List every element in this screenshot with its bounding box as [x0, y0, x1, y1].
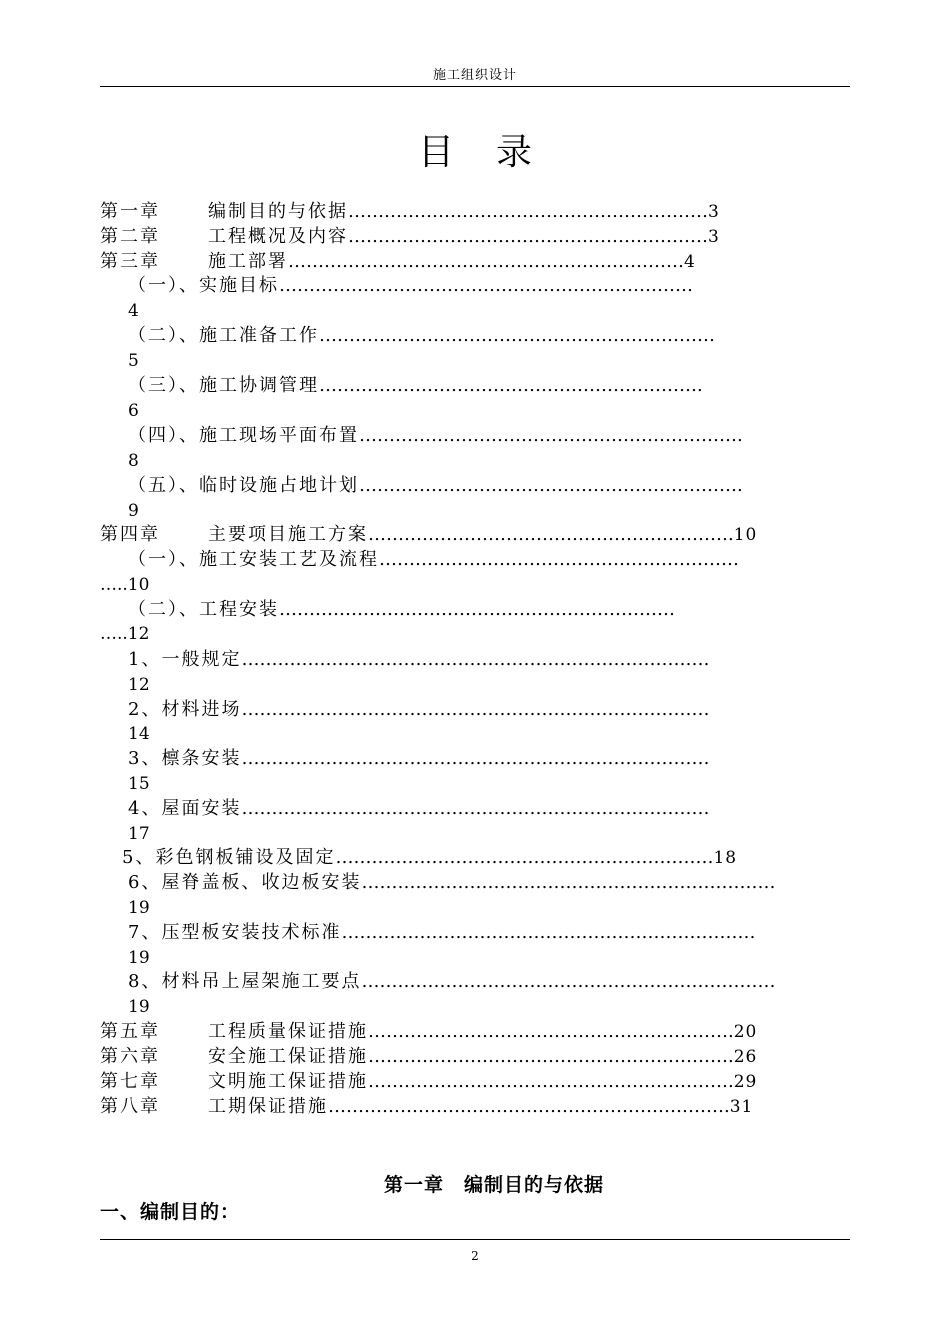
toc-page-number: 20 — [733, 1022, 758, 1042]
toc-leader-dots: ……………………………………………………. — [368, 524, 734, 545]
toc-leader-dots: ………………………………………………………. — [319, 375, 703, 396]
toc-page-number: …..10 — [100, 575, 150, 595]
toc-leader-dots: …………………………………………………………………… — [241, 748, 710, 769]
toc-entry[interactable] — [128, 921, 850, 945]
toc-page-number: 12 — [128, 675, 150, 695]
toc-chapter-label: 第六章 — [100, 1046, 160, 1067]
toc-page-number: 29 — [733, 1072, 758, 1092]
section-subheading: 一、编制目的： — [100, 1201, 241, 1223]
toc-leader-dots: ……………………………………………………… — [335, 847, 714, 868]
toc-page-number: 6 — [128, 401, 139, 421]
toc-entry-text: （二）、施工准备工作 — [128, 325, 319, 346]
toc-entry[interactable] — [128, 598, 850, 622]
toc-chapter-label: 第四章 — [100, 524, 160, 545]
toc-leader-dots: ………………………………………………………… — [288, 251, 684, 272]
toc-entry-text: 文明施工保证措施 — [208, 1071, 368, 1092]
toc-entry[interactable] — [128, 970, 850, 994]
toc-leader-dots: ……………………………………………………. — [368, 1021, 734, 1042]
toc-leader-dots: …………………………………………………………… — [361, 872, 776, 893]
toc-entry[interactable] — [128, 424, 850, 448]
toc-page-number: 19 — [128, 997, 150, 1017]
toc-leader-dots: ………………………………………………………… — [279, 599, 675, 620]
toc-entry-text: 4、屋面安装 — [128, 798, 242, 819]
toc-page-number: 19 — [128, 948, 150, 968]
toc-page-number: 5 — [128, 351, 139, 371]
toc-leader-dots: ………………………………………………………… — [319, 325, 715, 346]
toc-entry[interactable] — [128, 747, 850, 771]
toc-entry[interactable] — [128, 274, 850, 298]
footer-rule — [100, 1239, 850, 1240]
toc-chapter-label: 第三章 — [100, 251, 160, 272]
toc-entry[interactable] — [128, 324, 850, 348]
toc-entry[interactable] — [100, 200, 850, 224]
toc-entry-text: 3、檩条安装 — [128, 748, 242, 769]
toc-entry-text: 安全施工保证措施 — [208, 1046, 368, 1067]
toc-entry[interactable] — [100, 225, 850, 249]
toc-leader-dots: …………………………………………………… — [379, 549, 739, 570]
toc-entry-text: （三）、施工协调管理 — [128, 375, 319, 396]
toc-page-number: 19 — [128, 898, 150, 918]
toc-page-number: 18 — [713, 848, 738, 868]
toc-leader-dots: …………………………………………………………………… — [241, 798, 710, 819]
toc-title: 目录 — [417, 132, 574, 173]
toc-entry-text: （五）、临时设施占地计划 — [128, 475, 359, 496]
toc-chapter-label: 第五章 — [100, 1021, 160, 1042]
toc-page-number: 14 — [128, 724, 150, 744]
header-rule — [100, 86, 850, 87]
toc-entry[interactable] — [128, 374, 850, 398]
toc-page-number: 26 — [733, 1047, 758, 1067]
toc-entry-text: 工期保证措施 — [208, 1096, 328, 1117]
toc-entry-text: 2、材料进场 — [128, 699, 242, 720]
toc-entry-text: 1、一般规定 — [128, 649, 242, 670]
toc-entry-text: 5、彩色钢板铺设及固定 — [122, 847, 336, 868]
toc-page-number: 9 — [128, 501, 139, 521]
toc-leader-dots: …………………………………………………………………… — [241, 699, 710, 720]
toc-entry[interactable] — [128, 648, 850, 672]
toc-entry[interactable] — [100, 523, 850, 547]
toc-entry[interactable] — [128, 474, 850, 498]
toc-page-number: …..12 — [100, 624, 150, 644]
toc-entry-text: （四）、施工现场平面布置 — [128, 425, 359, 446]
toc-entry-text: 8、材料吊上屋架施工要点 — [128, 971, 362, 992]
toc-entry-text: 工程质量保证措施 — [208, 1021, 368, 1042]
toc-leader-dots: ……………………………………………………. — [368, 1071, 734, 1092]
toc-entry[interactable] — [100, 1095, 850, 1119]
page-number: 2 — [471, 1249, 479, 1263]
toc-entry[interactable] — [128, 548, 850, 572]
toc-page-number: 10 — [733, 525, 758, 545]
toc-entry-text: （一）、实施目标 — [128, 275, 279, 296]
toc-page-number: 31 — [729, 1097, 754, 1117]
toc-entry[interactable] — [100, 1045, 850, 1069]
toc-leader-dots: …………………………………………………………………… — [241, 649, 710, 670]
running-header: 施工组织设计 — [432, 68, 517, 83]
toc-page-number: 8 — [128, 451, 139, 471]
toc-entry[interactable] — [128, 797, 850, 821]
toc-entry[interactable] — [128, 871, 850, 895]
toc-entry[interactable] — [128, 698, 850, 722]
toc-leader-dots: ………………………………………………………. — [359, 425, 743, 446]
toc-leader-dots: …………………………………………………… — [348, 226, 708, 247]
toc-chapter-label: 第八章 — [100, 1096, 160, 1117]
chapter-heading: 第一章 编制目的与依据 — [384, 1174, 605, 1196]
toc-entry-text: 7、压型板安装技术标准 — [128, 922, 342, 943]
toc-entry[interactable] — [100, 1020, 850, 1044]
toc-chapter-label: 第七章 — [100, 1071, 160, 1092]
toc-entry-text: 6、屋脊盖板、收边板安装 — [128, 872, 362, 893]
toc-page-number: 3 — [708, 202, 720, 222]
toc-entry-text: 工程概况及内容 — [208, 226, 348, 247]
toc-leader-dots: …………………………………………………………. — [328, 1096, 730, 1117]
toc-entry-text: 主要项目施工方案 — [208, 524, 368, 545]
toc-page-number: 17 — [128, 824, 150, 844]
toc-leader-dots: ……………………………………………………. — [368, 1046, 734, 1067]
toc-page-number: 4 — [684, 252, 696, 272]
toc-entry-text: 编制目的与依据 — [208, 201, 348, 222]
toc-leader-dots: …………………………………………………………… — [361, 971, 776, 992]
toc-page-number: 3 — [708, 227, 720, 247]
toc-entry-text: （二）、工程安装 — [128, 599, 279, 620]
toc-entry-text: （一）、施工安装工艺及流程 — [128, 549, 379, 570]
toc-page-number: 15 — [128, 774, 150, 794]
toc-leader-dots: …………………………………………………………… — [279, 275, 693, 296]
toc-page-number: 4 — [128, 301, 139, 321]
toc-entry[interactable] — [122, 846, 850, 870]
toc-entry[interactable] — [100, 250, 850, 274]
toc-entry-text: 施工部署 — [208, 251, 288, 272]
toc-leader-dots: …………………………………………………………… — [341, 922, 756, 943]
toc-chapter-label: 第二章 — [100, 226, 160, 247]
toc-leader-dots: …………………………………………………… — [348, 201, 708, 222]
toc-entry[interactable] — [100, 1070, 850, 1094]
toc-leader-dots: ………………………………………………………. — [359, 475, 743, 496]
toc-chapter-label: 第一章 — [100, 201, 160, 222]
